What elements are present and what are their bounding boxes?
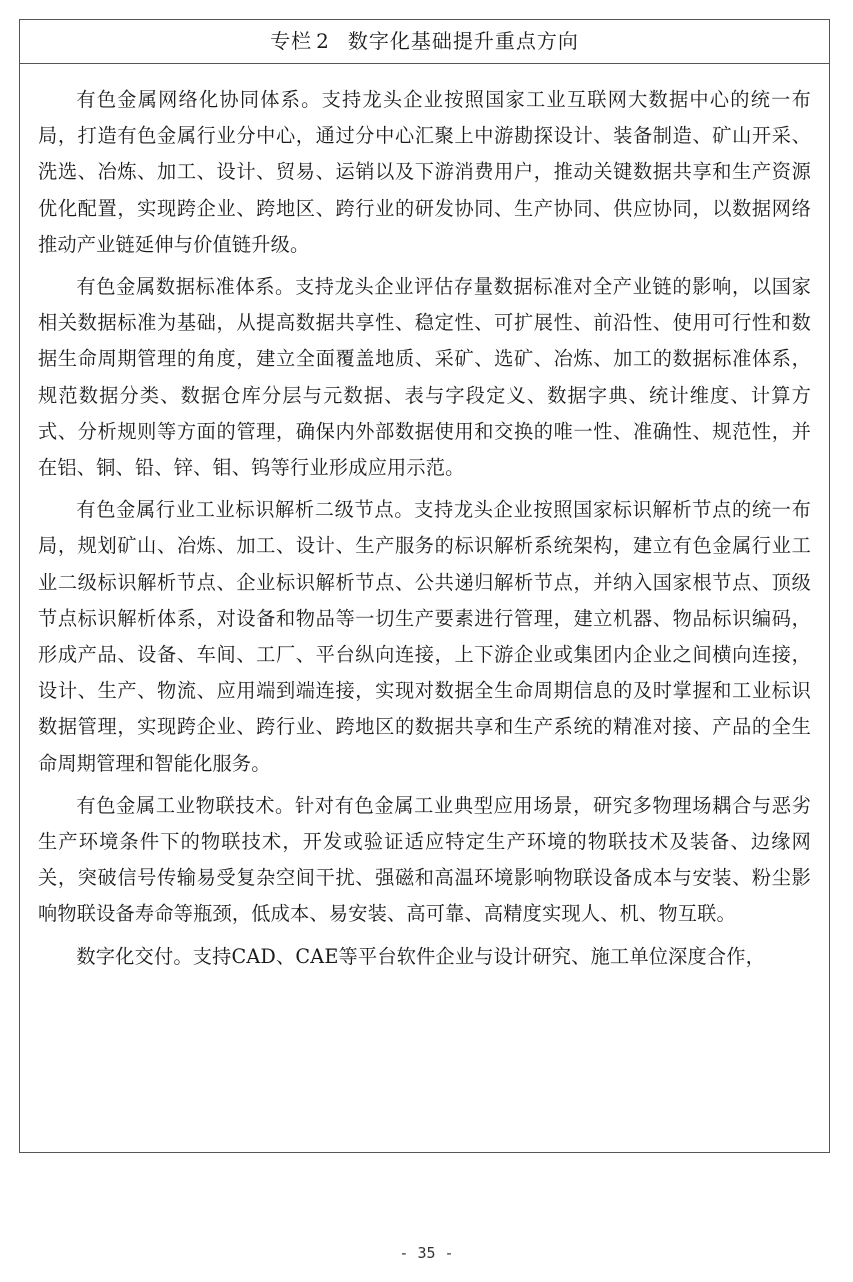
paragraph-lead: 数字化交付。 (76, 944, 193, 968)
paragraph-text: 支持龙头企业按照国家工业互联网大数据中心的统一布局，打造有色金属行业分中心，通过分中心汇聚上中游勘探设计、装备制造、矿山开采、洗选、冶炼、加工、设计、贸易、运销以及下游消费用户，推动关键数据共享和生产资源优化配置，实现跨企业、跨地区、跨行业的研发协同、生产协同、供应协同，以数据网络推动产业链延伸与价值链升级。 (38, 88, 811, 256)
paragraph-text: 针对有色金属工业典型应用场景，研究多物理场耦合与恶劣生产环境条件下的物联技术，开发或验证适应特定生产环境的物联技术及装备、边缘网关，突破信号传输易受复杂空间干扰、强磁和高温环境影响物联设备成本与安装、粉尘影响物联设备寿命等瓶颈，低成本、易安装、高可靠、高精度实现人、机、物互联。 (38, 793, 812, 926)
paragraph-iot-technology (38, 788, 811, 933)
paragraph-data-standards (38, 269, 811, 486)
column-title: 数字化基础提升重点方向 (347, 29, 579, 53)
paragraph-lead: 有色金属网络化协同体系。 (76, 88, 322, 111)
paragraph-identifier-resolution (38, 492, 811, 782)
paragraph-text: 支持龙头企业评估存量数据标准对全产业链的影响，以国家相关数据标准为基础，从提高数据共享性、稳定性、可扩展性、前沿性、使用可行性和数据生命周期管理的角度，建立全面覆盖地质、采矿、选矿、冶炼、加工的数据标准体系，规范数据分类、数据仓库分层与元数据、表与字段定义、数据字典、统计维度、计算方式、分析规则等方面的管理，确保内外部数据使用和交换的唯一性、准确性、规范性，并在铝、铜、铅、锌、钼、钨等行业形成应用示范。 (38, 275, 812, 480)
page-number: - 35 - (399, 1244, 454, 1262)
column-label: 专栏 (270, 29, 313, 53)
column-title-bar (20, 20, 829, 64)
paragraph-digital-delivery (38, 939, 811, 975)
column-body (20, 64, 829, 975)
paragraph-lead: 有色金属工业物联技术。 (76, 793, 295, 817)
paragraph-lead: 有色金属行业工业标识解析二级节点。 (76, 498, 415, 522)
column-box (19, 19, 830, 1153)
paragraph-text: 支持CAD、CAE等平台软件企业与设计研究、施工单位深度合作， (192, 944, 766, 968)
paragraph-lead: 有色金属数据标准体系。 (76, 275, 295, 299)
paragraph-network-collaboration (38, 82, 811, 263)
column-number: 2 (316, 29, 330, 53)
paragraph-text: 支持龙头企业按照国家标识解析节点的统一布局，规划矿山、冶炼、加工、设计、生产服务的标识解析系统架构，建立有色金属行业工业二级标识解析节点、企业标识解析节点、公共递归解析节点，并纳入国家根节点、顶级节点标识解析体系，对设备和物品等一切生产要素进行管理，建立机器、物品标识编码，形成产品、设备、车间、工厂、平台纵向连接，上下游企业或集团内企业之间横向连接，设计、生产、物流、应用端到端连接，实现对数据全生命周期信息的及时掌握和工业标识数据管理，实现跨企业、跨行业、跨地区的数据共享和生产系统的精准对接、产品的全生命周期管理和智能化服务。 (38, 498, 812, 775)
